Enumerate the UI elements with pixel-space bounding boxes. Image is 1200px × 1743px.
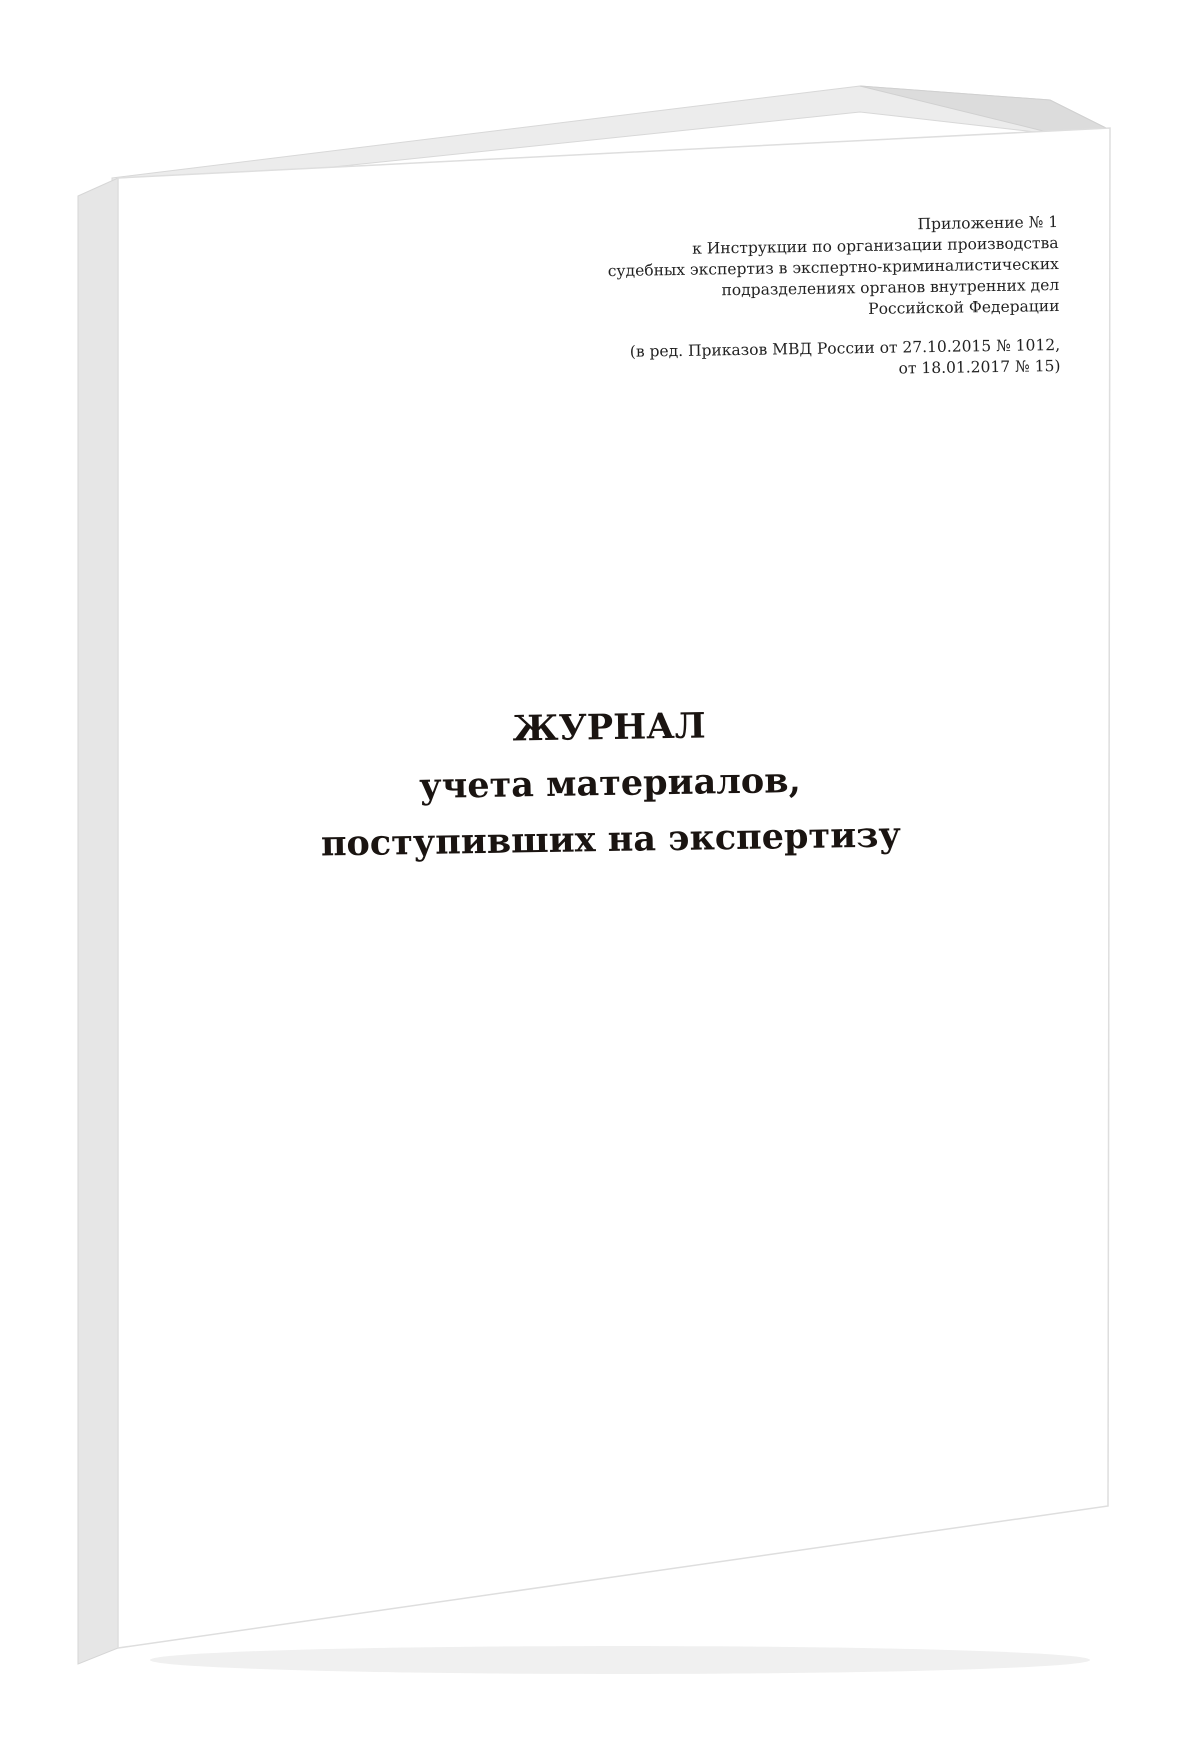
book-shadow xyxy=(150,1646,1090,1674)
appendix-line: Российской Федерации xyxy=(868,296,1060,318)
appendix-line: судебных экспертиз в экспертно-криминалистических xyxy=(607,254,1059,281)
edition-line: от 18.01.2017 № 15) xyxy=(898,356,1061,378)
appendix-line: Приложение № 1 xyxy=(917,212,1059,234)
edition-line: (в ред. Приказов МВД России от 27.10.2015 № 1012, xyxy=(629,335,1061,361)
book-spine xyxy=(78,178,118,1664)
title-line: учета материалов, xyxy=(418,760,802,807)
appendix-line: подразделениях органов внутренних дел xyxy=(721,275,1060,300)
title-line: поступивших на экспертизу xyxy=(320,814,902,865)
title-line: ЖУРНАЛ xyxy=(512,705,707,750)
book-cover xyxy=(118,128,1110,1648)
appendix-line: к Инструкции по организации производства xyxy=(692,233,1059,258)
